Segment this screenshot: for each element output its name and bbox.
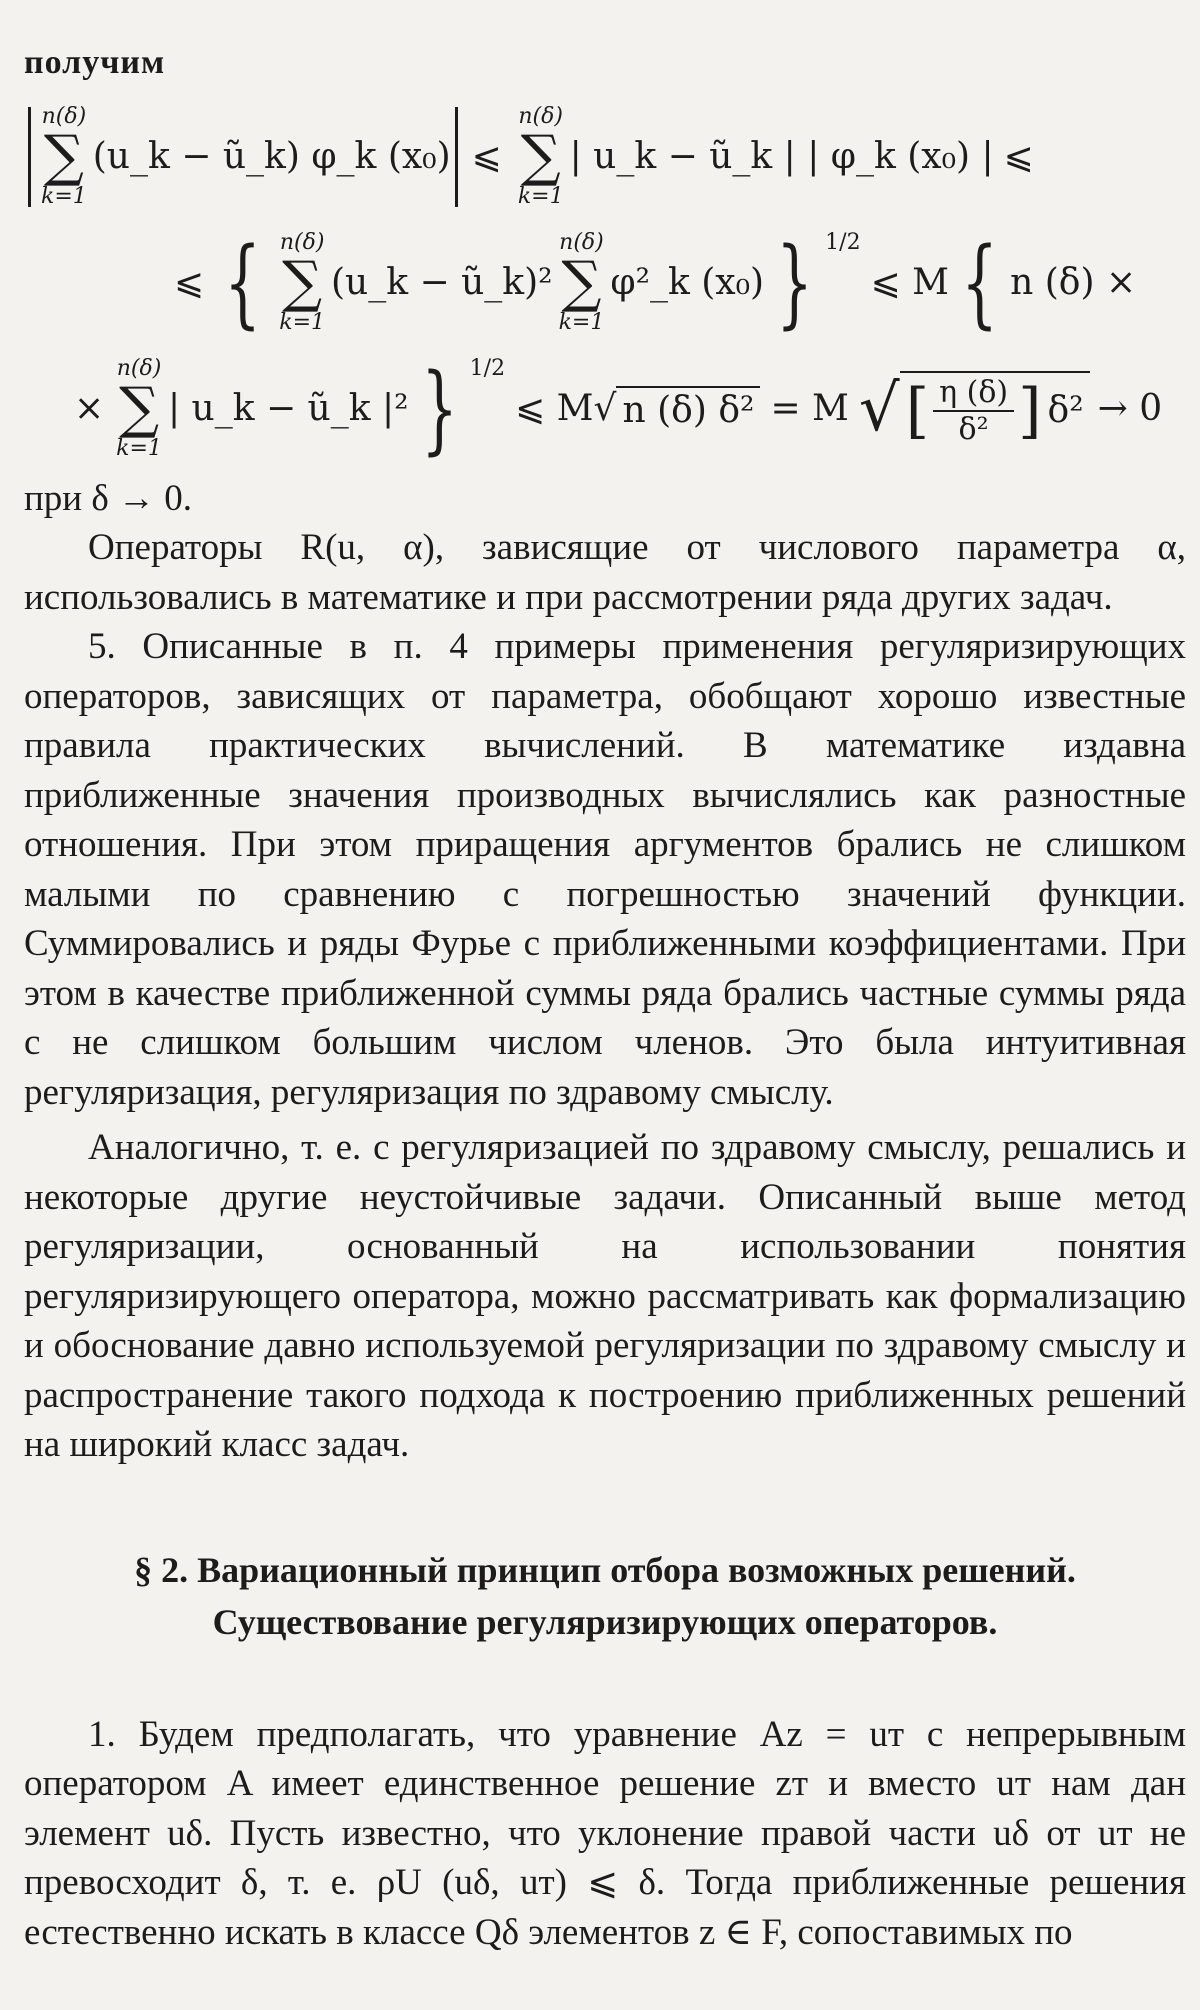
radicand — [900, 371, 1090, 447]
radicand: n (δ) δ² — [616, 386, 760, 431]
after-formula-text: при δ → 0. — [24, 477, 193, 519]
fraction-numerator: η (δ) — [933, 375, 1014, 412]
sum-lower-limit: k=1 — [41, 183, 87, 209]
formula-line-3 — [24, 346, 1186, 472]
sigma-glyph: ∑ — [119, 375, 160, 441]
formula-eq: = M — [770, 388, 849, 429]
sum-upper-limit: n(δ) — [518, 103, 563, 129]
sum-symbol — [116, 357, 162, 461]
formula-line-1 — [24, 94, 1186, 220]
bracket-right: ] — [1018, 375, 1042, 446]
sigma-glyph: ∑ — [43, 123, 84, 189]
sum-upper-limit: n(δ) — [279, 229, 325, 255]
formula-limit: → 0 — [1097, 388, 1163, 429]
relation: ⩽ — [471, 136, 502, 177]
formula-mid: ⩽ M — [515, 388, 594, 429]
sum-symbol — [559, 231, 605, 335]
paragraph-2: 5. Описанные в п. 4 примеры применения регуляризирующих операторов, зависящих от параметра, обобщают хорошо известные правила практических вычислений. В математике издавна приближенные значения производных вычислялись как разностные отношения. При этом приращения аргументов брались не слишком малыми по сравнению с погрешностью значений функции. Суммировались и ряды Фурье с приближенными коэффициентами. При этом в качестве приближенной суммы ряда брались частные суммы ряда с не слишком большим числом членов. Это была интуитивная регуляризация, регуляризация по здравому смыслу. — [24, 626, 1186, 1113]
paragraph-3: Аналогично, т. е. с регуляризацией по здравому смыслу, решались и некоторые другие неустойчивые задачи. Описанный выше метод регуляризации, основанный на использовании понятия регуляризирующего оператора, можно рассматривать как формализацию и обоснование давно используемой регуляризации по здравому смыслу и распространение такого подхода к построению приближенных решений на широкий класс задач. — [24, 1127, 1186, 1465]
radical-sign: √ — [593, 388, 617, 429]
left-brace: { — [961, 226, 998, 339]
formula-term: (u_k − ũ_k) φ_k (x₀) — [92, 136, 451, 177]
section-heading — [24, 1544, 1186, 1648]
sigma-glyph: ∑ — [520, 123, 561, 189]
paragraph-final: 1. Будем предполагать, что уравнение Az = uт с непрерывным оператором A имеет единственное решение zт и вместо uт нам дан элемент uδ. Пусть известно, что уклонение правой части uδ от uт не превосходит δ, т. е. ρU (uδ, uт) ⩽ δ. Тогда приближенные решения естественно искать в классе Qδ элементов z ∈ F, сопоставимых по — [24, 1713, 1186, 1953]
sum-upper-limit: n(δ) — [559, 229, 604, 255]
bracket-left: [ — [905, 375, 930, 446]
sum-upper-limit: n(δ) — [116, 355, 162, 381]
sum-lower-limit: k=1 — [279, 309, 326, 335]
sum-symbol — [518, 105, 564, 209]
section-heading-line-1: § 2. Вариационный принцип отбора возможных решений. — [134, 1549, 1076, 1590]
abs-bar-left — [28, 107, 31, 207]
sqrt-2 — [859, 371, 1090, 447]
formula-term: (u_k − ũ_k)² — [331, 262, 553, 303]
relation: ⩽ — [174, 262, 205, 303]
formula-lead: × — [74, 388, 105, 429]
formula-tail: ⩽ M — [870, 262, 950, 303]
lead-word: получим — [24, 44, 166, 81]
sum-symbol — [41, 105, 87, 209]
paragraph-1: Операторы R(u, α), зависящие от числового параметра α, использовались в математике и при рассмотрении ряда других задач. — [24, 527, 1186, 618]
section-heading-line-2: Существование регуляризирующих операторов. — [212, 1601, 998, 1642]
left-brace: { — [224, 226, 262, 339]
sum-lower-limit: k=1 — [517, 183, 564, 209]
sigma-glyph: ∑ — [282, 249, 323, 315]
sigma-glyph: ∑ — [561, 249, 602, 315]
sum-lower-limit: k=1 — [558, 309, 605, 335]
abs-bar-right — [455, 107, 458, 207]
sum-lower-limit: k=1 — [116, 435, 162, 461]
formula-term: | u_k − ũ_k | | φ_k (x₀) | — [569, 136, 994, 177]
formula-tail: n (δ) × — [1010, 262, 1137, 303]
formula-term: | u_k − ũ_k |² — [167, 388, 409, 429]
right-brace: } — [776, 226, 813, 339]
formula-line-2 — [24, 220, 1186, 346]
fraction-denominator: δ² — [958, 411, 989, 447]
relation: ⩽ — [1003, 136, 1034, 177]
right-brace: } — [420, 352, 458, 465]
exponent: 1/2 — [469, 355, 506, 381]
radicand-tail: δ² — [1047, 390, 1084, 431]
exponent: 1/2 — [825, 229, 861, 255]
sum-upper-limit: n(δ) — [41, 103, 87, 129]
sum-symbol — [279, 231, 325, 335]
formula-term: φ²_k (x₀) — [610, 262, 765, 303]
sqrt-1 — [594, 386, 761, 431]
fraction — [933, 375, 1014, 447]
radical-sign: √ — [858, 371, 900, 446]
